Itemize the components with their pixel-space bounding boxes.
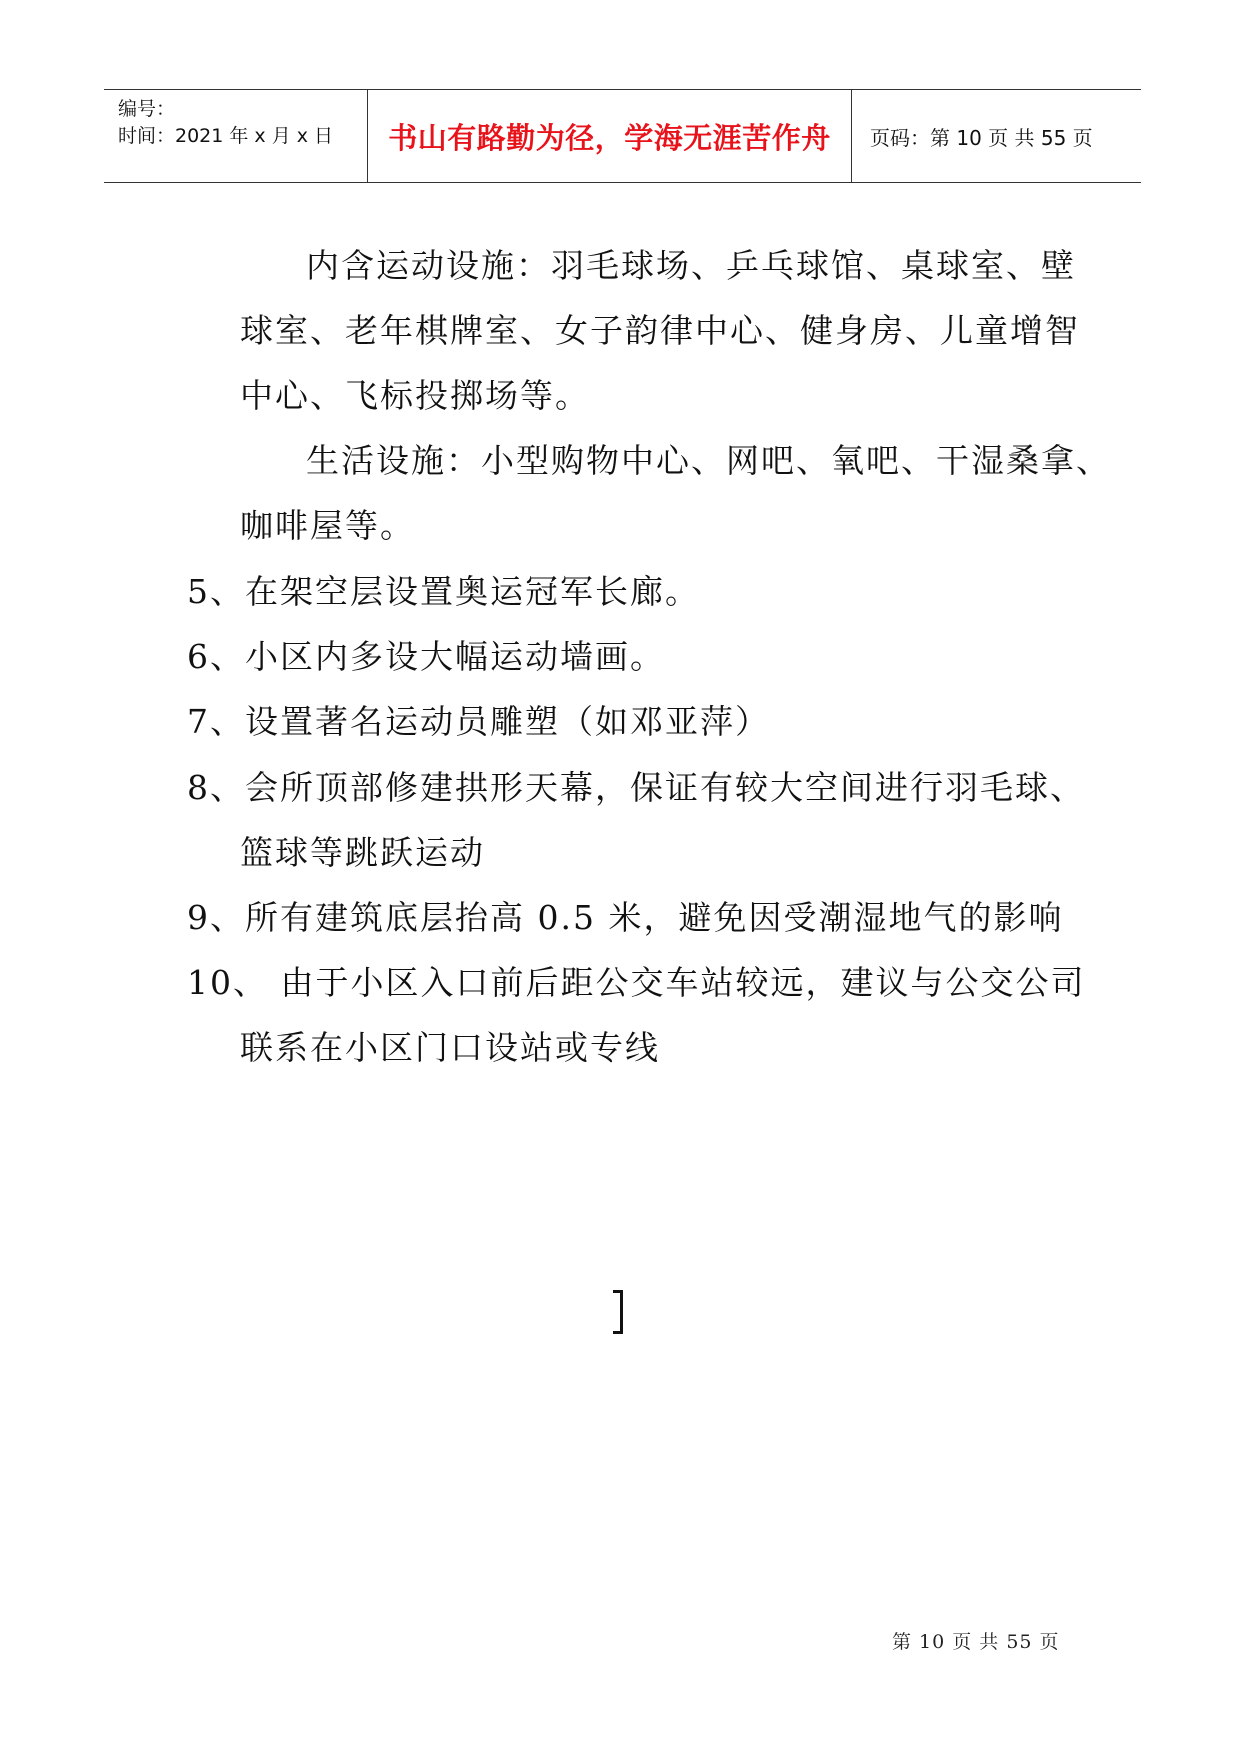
body-line: 篮球等跳跃运动 (240, 833, 485, 872)
header-motto-cell (367, 90, 852, 182)
motto-text: 书山有路勤为径，学海无涯苦作舟 (388, 120, 831, 155)
page-label: 页码：第 10 页 共 55 页 (870, 125, 1093, 150)
body-line: 联系在小区门口设站或专线 (240, 1028, 660, 1067)
body-line: 内含运动设施：羽毛球场、乒乓球馆、桌球室、壁 (306, 246, 1076, 285)
header-page-cell (852, 90, 1141, 182)
document-header (104, 89, 1141, 183)
list-item: 10、 由于小区入口前后距公交车站较远，建议与公交公司 (187, 963, 1086, 1002)
list-item: 5、在架空层设置奥运冠军长廊。 (187, 572, 700, 611)
body-line: 中心、飞标投掷场等。 (240, 376, 590, 415)
time-label: 时间：2021 年 x 月 x 日 (118, 125, 334, 147)
body-line: 生活设施：小型购物中心、网吧、氧吧、干湿桑拿、 (306, 441, 1111, 480)
bracket-mark (613, 1290, 623, 1334)
header-info-cell (104, 90, 367, 182)
list-item: 6、小区内多设大幅运动墙画。 (187, 637, 665, 676)
list-item: 9、所有建筑底层抬高 0.5 米，避免因受潮湿地气的影响 (187, 898, 1064, 937)
number-label: 编号： (118, 98, 176, 120)
list-item: 7、设置著名运动员雕塑（如邓亚萍） (187, 702, 770, 741)
body-line: 咖啡屋等。 (240, 506, 415, 545)
body-line: 球室、老年棋牌室、女子韵律中心、健身房、儿童增智 (240, 311, 1080, 350)
page-footer: 第 10 页 共 55 页 (892, 1631, 1060, 1653)
list-item: 8、会所顶部修建拱形天幕，保证有较大空间进行羽毛球、 (187, 768, 1085, 807)
